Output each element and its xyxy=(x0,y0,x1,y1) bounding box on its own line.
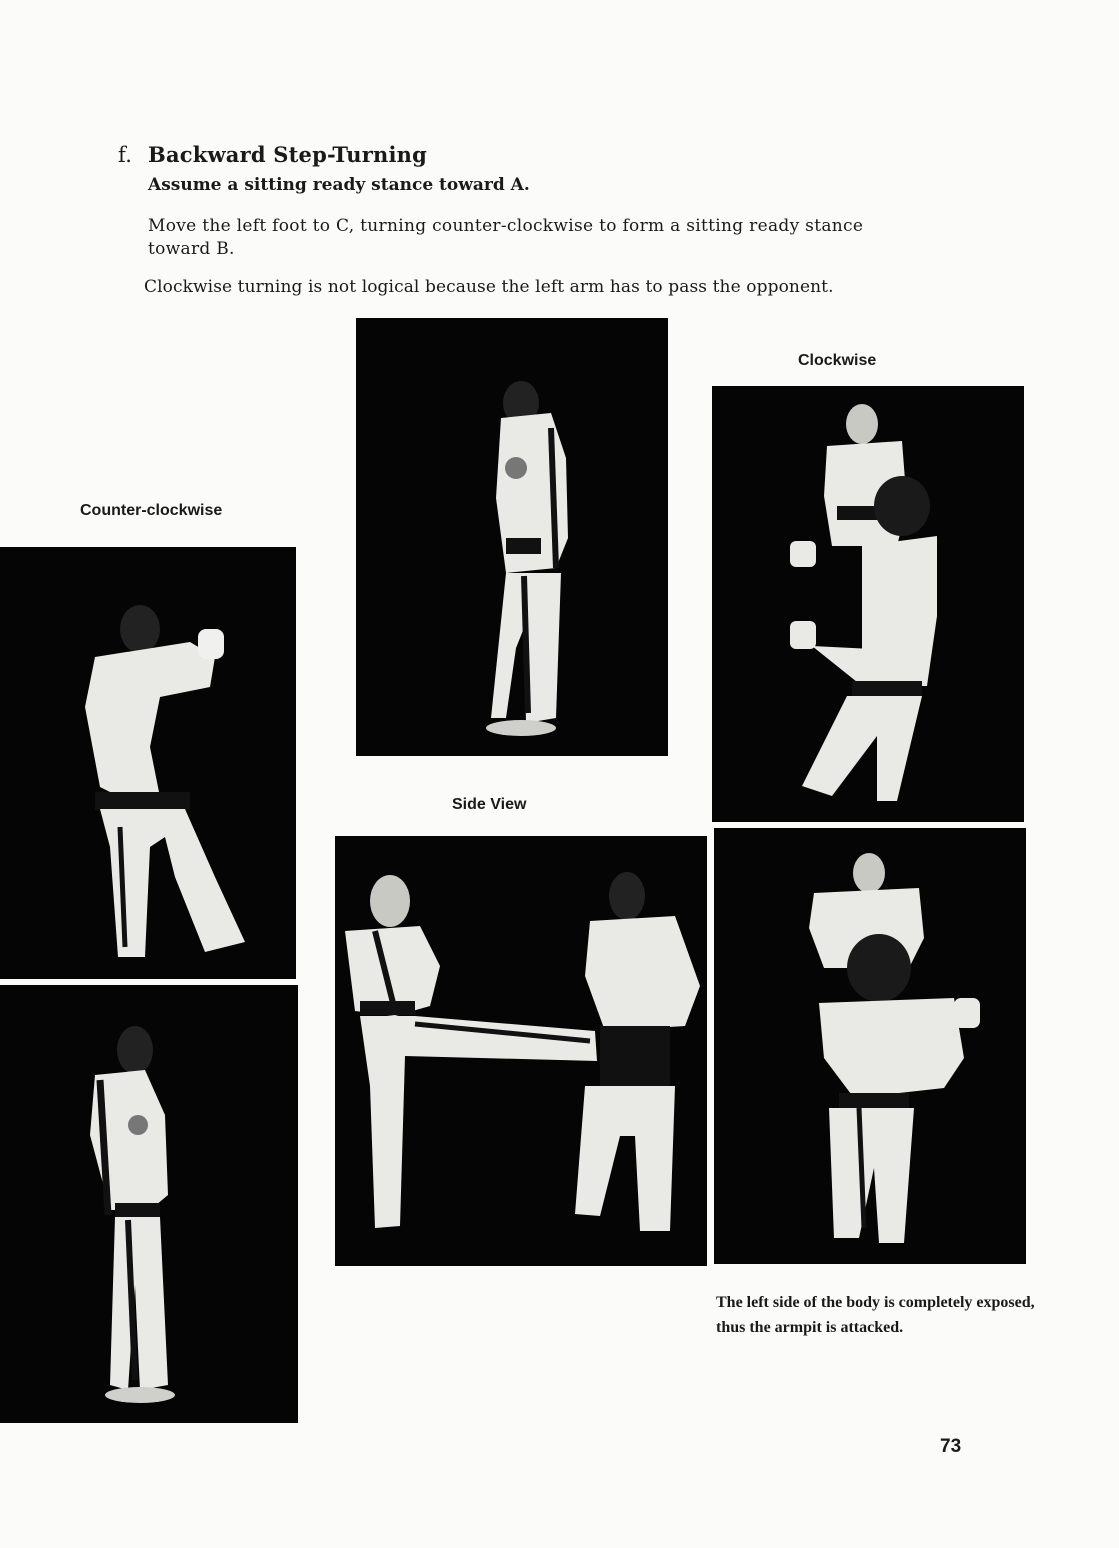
photo-cw-top xyxy=(712,386,1024,822)
body-paragraph-2: Clockwise turning is not logical because the left arm has to pass the opponent. xyxy=(144,277,834,297)
caption-side-view: Side View xyxy=(452,796,527,813)
photo-cw-bottom xyxy=(714,828,1026,1264)
photo-ccw-top xyxy=(0,547,296,979)
section-title: Backward Step-Turning xyxy=(148,142,428,167)
photo-ccw-bottom xyxy=(0,985,298,1423)
photo-side-view-top xyxy=(356,318,668,756)
section-marker: f. xyxy=(118,143,133,167)
photo-side-view-bottom xyxy=(335,836,707,1266)
photo-note: The left side of the body is completely exposed, thus the armpit is attacked. xyxy=(716,1294,1035,1336)
caption-clockwise: Clockwise xyxy=(798,352,877,369)
instruction-text: Assume a sitting ready stance toward A. xyxy=(148,175,530,195)
body-paragraph: Move the left foot to C, turning counter-clockwise to form a sitting ready stance toward B. xyxy=(148,216,864,259)
page-number: 73 xyxy=(940,1436,962,1457)
caption-counter-clockwise: Counter-clockwise xyxy=(80,502,223,519)
section-heading xyxy=(118,142,427,167)
